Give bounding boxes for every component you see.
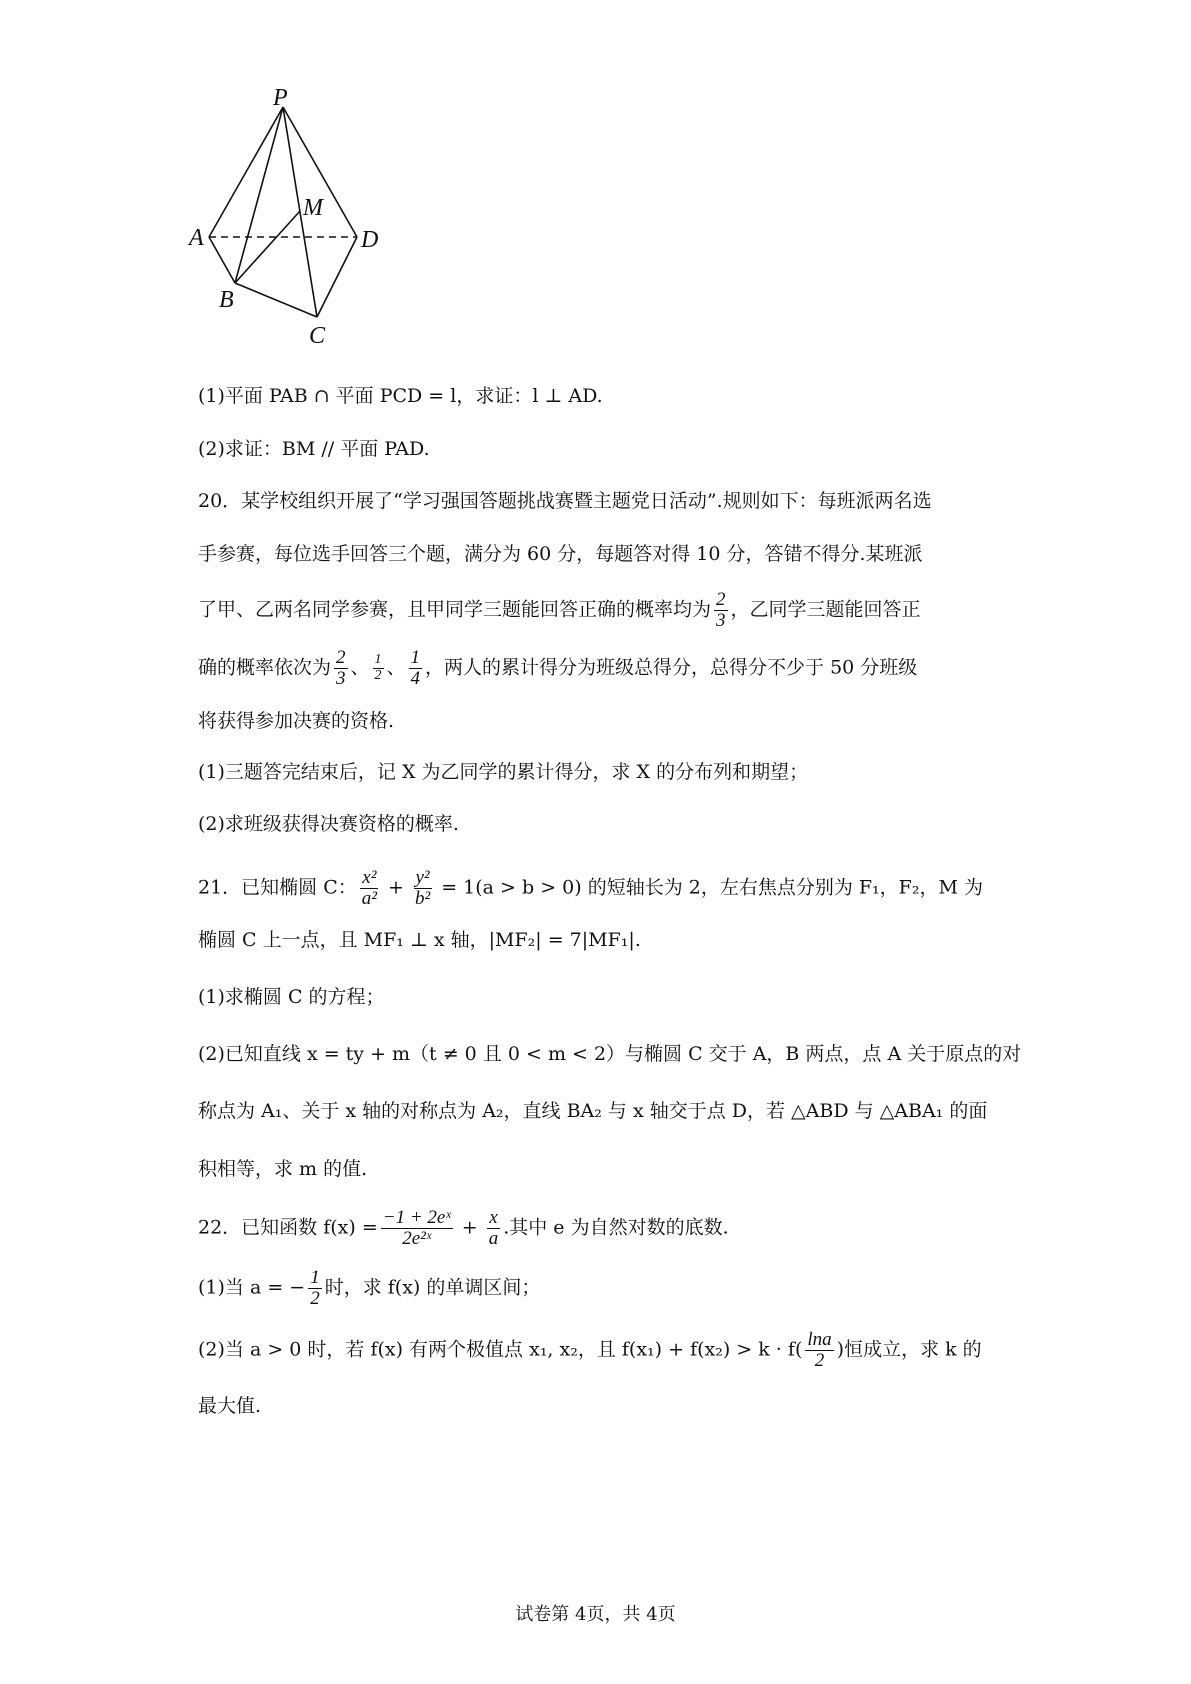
pyramid-diagram	[189, 85, 415, 375]
q19-part1: (1)平面 PAB ∩ 平面 PCD = l，求证：l ⊥ AD.	[198, 385, 603, 407]
q21-line1-a: 21．已知椭圆 C：	[198, 876, 357, 899]
q20-line5: 将获得参加决赛的资格.	[198, 710, 395, 732]
q22-part1-b: 时，求 f(x) 的单调区间；	[324, 1276, 541, 1299]
fraction-denominator: 3	[336, 667, 346, 689]
q20-part2: (2)求班级获得决赛资格的概率.	[198, 813, 459, 835]
q20-line3-b: ，乙同学三题能回答正	[730, 598, 921, 621]
fraction-denominator: 4	[410, 667, 421, 689]
fraction-numerator: 2	[336, 647, 346, 668]
pyramid-figure	[189, 85, 415, 375]
q21-line1-b: = 1(a > b > 0) 的短轴长为 2，左右焦点分别为 F₁，F₂，M 为	[435, 876, 983, 899]
q21-part2-line2: 称点为 A₁、关于 x 轴的对称点为 A₂，直线 BA₂ 与 x 轴交于点 D，若 △ABD 与 △ABA₁ 的面	[198, 1100, 988, 1122]
q22-part2-b: 恒成立，求 k 的	[844, 1338, 982, 1361]
fraction-lna-2	[805, 1330, 833, 1371]
q20-line1: 20．某学校组织开展了“学习强国答题挑战赛暨主题党日活动”.规则如下：每班派两名选	[198, 490, 932, 512]
q22-line1-a: 22．已知函数 f(x) =	[198, 1216, 378, 1239]
q22-part1-a: (1)当 a = −	[198, 1276, 306, 1299]
label-a: A	[189, 225, 204, 251]
fraction-one-half-b	[308, 1268, 322, 1309]
q19-part2: (2)求证：BM // 平面 PAD.	[198, 438, 430, 460]
q20-line4-sep2: 、	[386, 656, 406, 679]
fraction-numerator: x	[489, 1207, 498, 1228]
q21-line2: 椭圆 C 上一点，且 MF₁ ⊥ x 轴，|MF₂| = 7|MF₁|.	[198, 929, 641, 951]
fraction-one-half	[373, 653, 384, 683]
fraction-numerator: lna	[807, 1329, 832, 1350]
q20-line4	[198, 648, 917, 689]
q20-line4-d: ，两人的累计得分为班级总得分，总得分不少于 50 分班级	[425, 656, 918, 679]
label-m: M	[303, 195, 323, 221]
q22-part1	[198, 1268, 540, 1309]
fraction-main	[381, 1208, 453, 1249]
q20-line4-a: 确的概率依次为	[198, 656, 332, 679]
fraction-denominator: 2	[374, 667, 382, 683]
q21-line1: 21．已知椭圆 C： $\frac{\text{x²}}{\text{a²}}$ + $\frac{\text{y²}}{\text{b²}}$ = 1(a > b > 0) 的短轴长为 2，左右焦点分别为 F₁，F₂，M 为	[198, 867, 983, 909]
fraction-numerator: x²	[362, 867, 377, 888]
label-c: C	[309, 323, 326, 349]
fraction-denominator: a	[488, 1227, 499, 1249]
label-b: B	[219, 287, 234, 313]
fraction-one-quarter	[409, 648, 423, 689]
fraction-denominator: 2	[310, 1287, 320, 1309]
fraction-numerator: 1	[310, 1267, 320, 1288]
fraction-denominator: b²	[414, 887, 431, 909]
q22-part2: (2)当 a > 0 时，若 f(x) 有两个极值点 x₁, x₂，且 f(x₁) + f(x₂) > k · f( $\frac{\ln a}{2}$ )恒成立，求 k 的	[198, 1329, 982, 1371]
q20-line3	[198, 590, 921, 631]
fraction-denominator: 3	[716, 609, 726, 631]
q22-line1: 22．已知函数 f(x) = $\frac{\text{−1 + 2eˣ}}{\text{2e²ˣ}}$ + $\frac{x}{a}$ .其中 e 为自然对数的底数.	[198, 1207, 729, 1249]
fraction-numerator: 1	[374, 652, 382, 668]
fraction-numerator: −1 + 2eˣ	[382, 1207, 451, 1228]
q20-line2: 手参赛，每位选手回答三个题，满分为 60 分，每题答对得 10 分，答错不得分.某班派	[198, 543, 923, 565]
label-d: D	[361, 227, 379, 253]
fraction-numerator: y²	[415, 867, 430, 888]
fraction-y2-b2	[413, 868, 432, 909]
fraction-numerator: 1	[410, 647, 421, 668]
q21-part1: (1)求椭圆 C 的方程；	[198, 986, 385, 1008]
fraction-two-thirds	[714, 590, 728, 631]
q20-part1: (1)三题答完结束后，记 X 为乙同学的累计得分，求 X 的分布列和期望；	[198, 761, 809, 783]
q20-line4-sep1: 、	[350, 656, 370, 679]
page-footer: 试卷第 4页，共 4页	[515, 1604, 676, 1625]
fraction-x2-a2	[360, 868, 379, 909]
q22-part2-a: (2)当 a > 0 时，若 f(x) 有两个极值点 x₁, x₂，且 f(x₁) + f(x₂) > k · f	[198, 1338, 795, 1361]
q21-part2-line3: 积相等，求 m 的值.	[198, 1158, 368, 1180]
q22-line1-b: .其中 e 为自然对数的底数.	[503, 1216, 729, 1239]
fraction-numerator: 2	[716, 589, 726, 610]
fraction-denominator: 2	[814, 1349, 825, 1371]
fraction-denominator: a²	[361, 887, 377, 909]
fraction-two-thirds-b	[334, 648, 348, 689]
q21-part2-line1: (2)已知直线 x = ty + m（t ≠ 0 且 0 < m < 2）与椭圆 C 交于 A，B 两点，点 A 关于原点的对	[198, 1043, 1022, 1065]
q22-part2-line2: 最大值.	[198, 1395, 262, 1417]
label-p: P	[273, 85, 288, 111]
fraction-x-a	[487, 1208, 501, 1249]
q20-line3-a: 了甲、乙两名同学参赛，且甲同学三题能回答正确的概率均为	[198, 598, 712, 621]
fraction-denominator: 2e²ˣ	[402, 1227, 432, 1249]
